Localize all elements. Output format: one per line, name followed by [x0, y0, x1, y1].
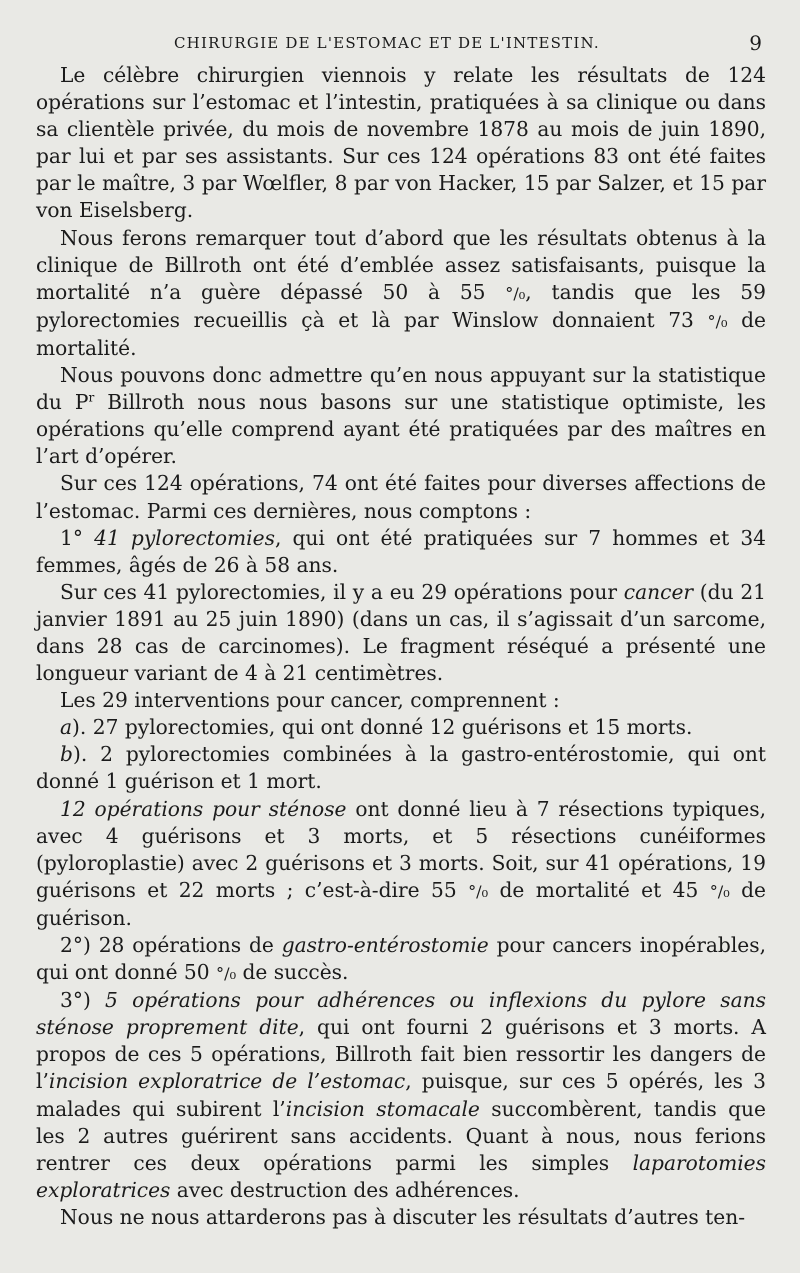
italic-text: 41 pylorectomies — [94, 525, 275, 550]
paragraph — [36, 796, 766, 932]
text-run: de succès. — [236, 960, 349, 985]
paragraph — [36, 579, 766, 687]
body-text — [36, 62, 766, 1231]
paragraph — [36, 987, 766, 1204]
per-mille-sign: °/₀ — [709, 881, 730, 901]
italic-text: 5 opérations pour adhérences ou inflexions du pylore sans sténose proprement dite — [36, 988, 766, 1040]
paragraph — [36, 525, 766, 579]
italic-text: incision stomacale — [285, 1096, 480, 1121]
text-run: ). 27 pylorectomies, qui ont donné 12 guérisons et 15 morts. — [72, 715, 693, 740]
text-run: de guérison. — [36, 877, 766, 930]
text-run: de mortalité. — [36, 307, 766, 360]
text-run: Les 29 interventions pour cancer, comprennent : — [60, 688, 560, 713]
running-head — [36, 28, 766, 58]
italic-text: gastro-entérostomie — [281, 933, 489, 957]
page-number: 9 — [749, 31, 762, 55]
per-mille-sign: °/₀ — [468, 881, 489, 901]
italic-text: cancer — [623, 579, 694, 604]
text-run: Nous ne nous attarderons pas à discuter les résultats d’autres ten- — [60, 1204, 746, 1229]
text-run: pour cancers inopérables, qui ont donné 50 — [36, 933, 766, 985]
paragraph — [36, 362, 766, 470]
text-run: 1° — [60, 525, 95, 550]
text-run: Sur ces 124 opérations, 74 ont été faites pour diverses affections de l’estomac. Parmi ces dernières, nous comptons : — [36, 471, 766, 523]
superscript-text: r — [88, 390, 95, 405]
text-run: 3°) — [60, 988, 106, 1013]
paragraph — [36, 62, 766, 225]
italic-text: b — [60, 742, 73, 767]
text-run: (du 21 janvier 1891 au 25 juin 1890) (dans un cas, il s’agissait d’un sarcome, dans 28 cas de carcinomes). Le fragment réséqué a présenté une longueur variant de 4 à 21 centimètres. — [36, 579, 767, 686]
paragraph — [36, 741, 766, 795]
text-run: Billroth nous nous basons sur une statistique optimiste, les opérations qu’elle comprend ayant été pratiquées par des maîtres en l’art d’opérer. — [36, 390, 766, 469]
text-run: de mortalité et 45 — [488, 877, 710, 902]
text-run: Nous pouvons donc admettre qu’en nous appuyant sur la statistique du P — [36, 363, 766, 415]
text-run: Le célèbre chirurgien viennois y relate les résultats de 124 opérations sur l’estomac et l’intestin, pratiquées à sa clinique ou dans sa clientèle privée, du mois de novembre 1878 au mois de juin 1890, par lui et par ses assistants. Sur ces 124 opérations 83 ont été faites par le maître, 3 par Wœlfler, 8 par von Hacker, 15 par Salzer, et 15 par von Eiselsberg. — [36, 63, 766, 223]
text-run: succombèrent, tandis que les 2 autres guérirent sans accidents. Quant à nous, nous ferions rentrer ces deux opérations parmi les simples — [36, 1096, 767, 1175]
text-run: , tandis que les 59 pylorectomies recueillis çà et là par Winslow donnaient 73 — [36, 279, 766, 332]
per-mille-sign: °/₀ — [505, 283, 526, 303]
paragraph — [36, 470, 766, 524]
text-run: ont donné lieu à 7 résections typiques, avec 4 guérisons et 3 morts, et 5 résections cunéiformes (pyloroplastie) avec 2 guérisons et 3 morts. Soit, sur 41 opérations, 19 guérisons et 22 morts ; c’est-à-dire 55 — [36, 796, 767, 902]
paragraph — [36, 714, 766, 741]
text-run: Nous ferons remarquer tout d’abord que les résultats obtenus à la clinique de Billroth ont été d’emblée assez satisfaisants, puisque la mortalité n’a guère dépassé 50 à 55 — [36, 225, 766, 304]
text-run: , puisque, sur ces 5 opérés, les 3 malades qui subirent l’ — [36, 1069, 766, 1121]
text-run: 2°) 28 opérations de — [60, 933, 282, 957]
italic-text: 12 opérations pour sténose — [60, 796, 347, 821]
text-run: , qui ont fourni 2 guérisons et 3 morts. A propos de ces 5 opérations, Billroth fait bien ressortir les dangers de l’ — [36, 1015, 766, 1094]
per-mille-sign: °/₀ — [707, 311, 728, 331]
running-title: CHIRURGIE DE L'ESTOMAC ET DE L'INTESTIN. — [174, 34, 600, 52]
italic-text: incision exploratrice de l’estomac — [48, 1069, 406, 1094]
italic-text: laparotomies exploratrices — [36, 1150, 766, 1202]
text-run: ). 2 pylorectomies combinées à la gastro-entérostomie, qui ont donné 1 guérison et 1 mort. — [36, 742, 766, 794]
text-run: , qui ont été pratiquées sur 7 hommes et 34 femmes, âgés de 26 à 58 ans. — [36, 525, 767, 577]
text-run: Sur ces 41 pylorectomies, il y a eu 29 opérations pour — [60, 579, 624, 604]
per-mille-sign: °/₀ — [216, 964, 237, 984]
paragraph — [36, 932, 766, 987]
paragraph — [36, 687, 766, 714]
italic-text: a — [60, 715, 73, 740]
text-run: avec destruction des adhérences. — [170, 1177, 520, 1202]
paragraph — [36, 225, 766, 362]
paragraph — [36, 1204, 766, 1231]
